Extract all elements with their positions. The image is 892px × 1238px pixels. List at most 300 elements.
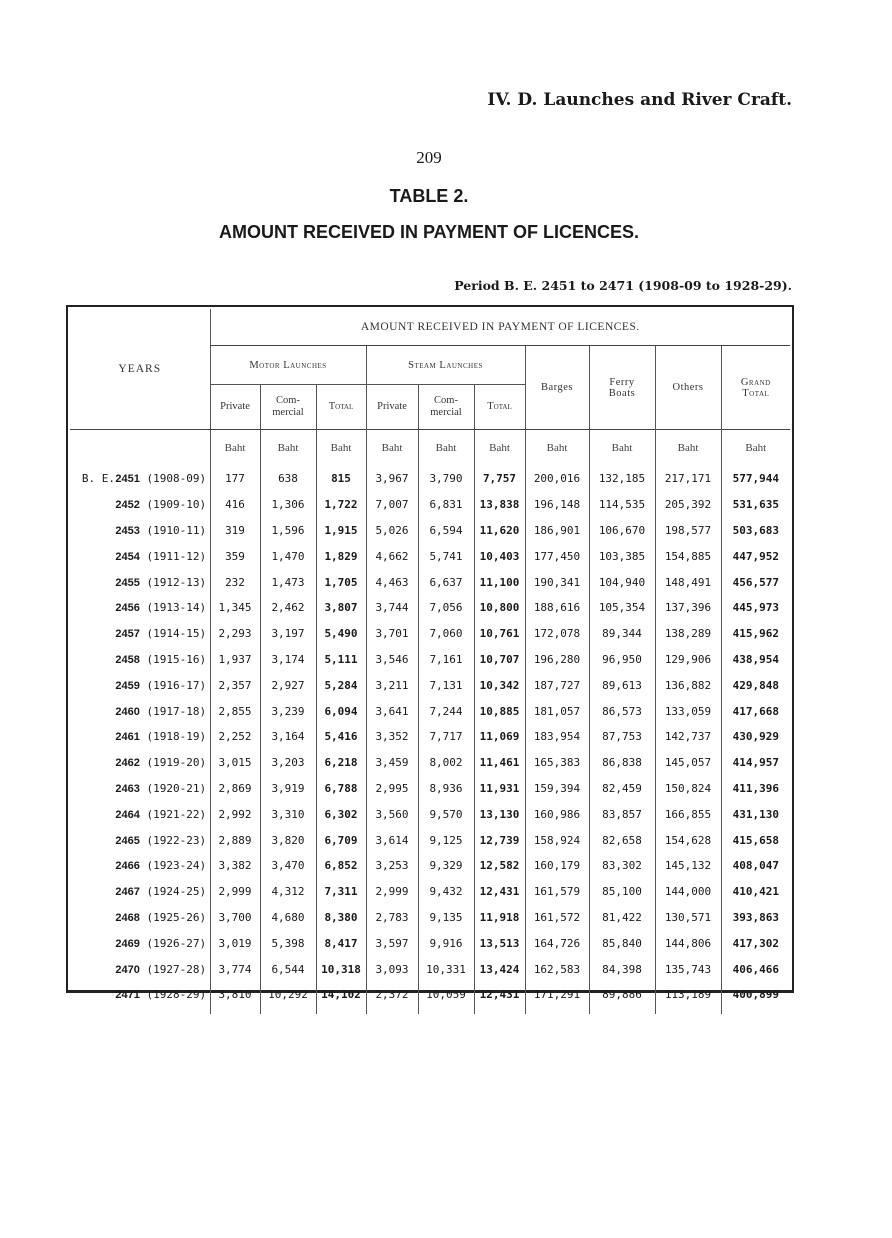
- steam-private-cell: 4,463: [366, 569, 418, 595]
- steam-total-cell: 13,838: [474, 492, 525, 518]
- steam-commercial-cell: 7,060: [418, 621, 474, 647]
- year-cell: [70, 698, 210, 724]
- barges-cell: 171,291: [525, 982, 589, 1014]
- motor-launches-header: Motor Launches: [210, 346, 366, 385]
- ad-year: (1911-12): [146, 549, 207, 563]
- table-row: [70, 776, 790, 802]
- table-row: [70, 827, 790, 853]
- steam-commercial-cell: 9,570: [418, 801, 474, 827]
- ferry-boats-cell: 105,354: [589, 595, 655, 621]
- motor-total-cell: 1,829: [316, 543, 366, 569]
- steam-commercial-cell: 10,331: [418, 956, 474, 982]
- table-row: [70, 801, 790, 827]
- unit-label: Baht: [210, 430, 260, 467]
- motor-private-cell: 359: [210, 543, 260, 569]
- ferry-boats-cell: 84,398: [589, 956, 655, 982]
- motor-private-cell: 3,382: [210, 853, 260, 879]
- grand-total-cell: 445,973: [721, 595, 790, 621]
- steam-total-cell: 12,431: [474, 982, 525, 1014]
- ad-year: (1928-29): [146, 988, 207, 1002]
- barges-cell: 161,572: [525, 905, 589, 931]
- ferry-boats-cell: 114,535: [589, 492, 655, 518]
- barges-cell: 160,179: [525, 853, 589, 879]
- table-row: [70, 879, 790, 905]
- table-row: [70, 543, 790, 569]
- others-cell: 198,577: [655, 518, 721, 544]
- grand-total-cell: 408,047: [721, 853, 790, 879]
- motor-commercial-cell: 3,164: [260, 724, 316, 750]
- others-cell: 144,000: [655, 879, 721, 905]
- steam-total-cell: 12,582: [474, 853, 525, 879]
- others-cell: 136,882: [655, 672, 721, 698]
- others-cell: 154,885: [655, 543, 721, 569]
- others-header: Others: [655, 346, 721, 430]
- motor-commercial-cell: 1,470: [260, 543, 316, 569]
- steam-total-cell: 12,739: [474, 827, 525, 853]
- ad-year: (1916-17): [146, 678, 207, 692]
- barges-cell: 188,616: [525, 595, 589, 621]
- steam-commercial-cell: 9,135: [418, 905, 474, 931]
- motor-total-cell: 8,380: [316, 905, 366, 931]
- table-row: [70, 698, 790, 724]
- steam-total-cell: 10,761: [474, 621, 525, 647]
- ad-year: (1919-20): [146, 756, 207, 770]
- motor-commercial-cell: 6,544: [260, 956, 316, 982]
- motor-commercial-cell: 638: [260, 466, 316, 492]
- table-label: TABLE 2.: [389, 186, 469, 206]
- steam-total-cell: 11,918: [474, 905, 525, 931]
- ferry-boats-cell: 106,670: [589, 518, 655, 544]
- grand-total-cell: 531,635: [721, 492, 790, 518]
- steam-private-cell: 7,007: [366, 492, 418, 518]
- table-body: [70, 466, 790, 1014]
- steam-private-cell: 2,372: [366, 982, 418, 1014]
- be-year: 2466: [115, 860, 140, 873]
- steam-launches-header: Steam Launches: [366, 346, 525, 385]
- barges-cell: 196,280: [525, 647, 589, 673]
- year-cell: [70, 905, 210, 931]
- motor-private-cell: 2,889: [210, 827, 260, 853]
- steam-commercial-cell: 9,432: [418, 879, 474, 905]
- unit-label: Baht: [655, 430, 721, 467]
- grand-total-cell: 456,577: [721, 569, 790, 595]
- others-cell: 129,906: [655, 647, 721, 673]
- year-cell: [70, 569, 210, 595]
- year-cell: [70, 776, 210, 802]
- others-cell: 148,491: [655, 569, 721, 595]
- motor-private-cell: 2,252: [210, 724, 260, 750]
- steam-total-cell: 11,931: [474, 776, 525, 802]
- year-cell: [70, 982, 210, 1014]
- motor-total-header: Total: [316, 385, 366, 430]
- steam-private-cell: 2,783: [366, 905, 418, 931]
- ferry-boats-header: Ferry Boats: [589, 346, 655, 430]
- steam-private-header: Private: [366, 385, 418, 430]
- barges-cell: 196,148: [525, 492, 589, 518]
- others-cell: 142,737: [655, 724, 721, 750]
- table-row: [70, 518, 790, 544]
- be-year: 2455: [115, 576, 140, 589]
- barges-cell: 158,924: [525, 827, 589, 853]
- barges-cell: 159,394: [525, 776, 589, 802]
- table-row: [70, 672, 790, 698]
- ferry-boats-cell: 96,950: [589, 647, 655, 673]
- table-row: [70, 982, 790, 1014]
- steam-total-header: Total: [474, 385, 525, 430]
- others-cell: 133,059: [655, 698, 721, 724]
- motor-private-cell: 2,357: [210, 672, 260, 698]
- table-row: [70, 724, 790, 750]
- table-row: [70, 595, 790, 621]
- barges-cell: 165,383: [525, 750, 589, 776]
- motor-commercial-cell: 2,927: [260, 672, 316, 698]
- grand-total-cell: 417,302: [721, 930, 790, 956]
- motor-commercial-cell: 3,203: [260, 750, 316, 776]
- ad-year: (1917-18): [146, 704, 207, 718]
- motor-total-cell: 1,705: [316, 569, 366, 595]
- motor-total-cell: 6,709: [316, 827, 366, 853]
- barges-cell: 177,450: [525, 543, 589, 569]
- grand-total-cell: 415,658: [721, 827, 790, 853]
- steam-private-cell: 3,701: [366, 621, 418, 647]
- ferry-boats-cell: 89,344: [589, 621, 655, 647]
- unit-label: Baht: [589, 430, 655, 467]
- year-cell: [70, 827, 210, 853]
- ferry-boats-cell: 82,459: [589, 776, 655, 802]
- steam-total-cell: 10,342: [474, 672, 525, 698]
- motor-private-cell: 2,293: [210, 621, 260, 647]
- motor-total-cell: 10,318: [316, 956, 366, 982]
- ad-year: (1909-10): [146, 498, 207, 512]
- barges-cell: 172,078: [525, 621, 589, 647]
- motor-commercial-cell: 3,820: [260, 827, 316, 853]
- be-year: 2467: [115, 886, 140, 899]
- ad-year: (1927-28): [146, 962, 207, 976]
- be-year: 2459: [115, 679, 140, 692]
- motor-commercial-cell: 3,174: [260, 647, 316, 673]
- year-cell: [70, 543, 210, 569]
- motor-total-cell: 1,722: [316, 492, 366, 518]
- others-cell: 217,171: [655, 466, 721, 492]
- be-year: 2456: [115, 602, 140, 615]
- year-cell: [70, 750, 210, 776]
- steam-total-cell: 7,757: [474, 466, 525, 492]
- steam-total-cell: 11,100: [474, 569, 525, 595]
- be-year: 2471: [115, 989, 140, 1002]
- ferry-boats-cell: 85,100: [589, 879, 655, 905]
- table-row: [70, 930, 790, 956]
- steam-private-cell: 3,967: [366, 466, 418, 492]
- steam-private-cell: 3,253: [366, 853, 418, 879]
- motor-commercial-cell: 3,310: [260, 801, 316, 827]
- ad-year: (1925-26): [146, 910, 207, 924]
- motor-commercial-cell: 4,680: [260, 905, 316, 931]
- ad-year: (1918-19): [146, 730, 207, 744]
- table-row: [70, 853, 790, 879]
- ferry-boats-cell: 89,613: [589, 672, 655, 698]
- steam-total-cell: 10,800: [474, 595, 525, 621]
- year-cell: [70, 879, 210, 905]
- others-cell: 154,628: [655, 827, 721, 853]
- grand-total-cell: 503,683: [721, 518, 790, 544]
- group-header: AMOUNT RECEIVED IN PAYMENT OF LICENCES.: [210, 309, 790, 346]
- be-year: 2454: [115, 550, 140, 563]
- motor-private-cell: 2,999: [210, 879, 260, 905]
- motor-private-header: Private: [210, 385, 260, 430]
- ferry-boats-cell: 83,302: [589, 853, 655, 879]
- motor-private-cell: 1,345: [210, 595, 260, 621]
- motor-private-cell: 416: [210, 492, 260, 518]
- ad-year: (1915-16): [146, 652, 207, 666]
- motor-total-cell: 6,302: [316, 801, 366, 827]
- table-row: [70, 905, 790, 931]
- motor-total-cell: 6,094: [316, 698, 366, 724]
- grand-total-cell: 400,899: [721, 982, 790, 1014]
- motor-private-cell: 177: [210, 466, 260, 492]
- steam-commercial-cell: 9,125: [418, 827, 474, 853]
- unit-label: Baht: [418, 430, 474, 467]
- barges-cell: 161,579: [525, 879, 589, 905]
- motor-commercial-header: Com- mercial: [260, 385, 316, 430]
- be-year: 2468: [115, 911, 140, 924]
- steam-private-cell: 3,614: [366, 827, 418, 853]
- steam-total-cell: 11,620: [474, 518, 525, 544]
- be-year: 2463: [115, 782, 140, 795]
- year-cell: [70, 672, 210, 698]
- table-row: [70, 569, 790, 595]
- table-row: [70, 466, 790, 492]
- steam-private-cell: 2,995: [366, 776, 418, 802]
- grand-total-header: Grand Total: [721, 346, 790, 430]
- be-year: 2453: [115, 524, 140, 537]
- motor-commercial-cell: 1,473: [260, 569, 316, 595]
- ferry-boats-cell: 81,422: [589, 905, 655, 931]
- motor-commercial-cell: 2,462: [260, 595, 316, 621]
- ferry-boats-cell: 86,838: [589, 750, 655, 776]
- motor-total-cell: 5,490: [316, 621, 366, 647]
- steam-commercial-cell: 7,161: [418, 647, 474, 673]
- motor-private-cell: 1,937: [210, 647, 260, 673]
- barges-header: Barges: [525, 346, 589, 430]
- ad-year: (1923-24): [146, 859, 207, 873]
- motor-commercial-cell: 1,306: [260, 492, 316, 518]
- barges-cell: 200,016: [525, 466, 589, 492]
- years-header: YEARS: [70, 309, 210, 430]
- ferry-boats-cell: 83,857: [589, 801, 655, 827]
- motor-total-cell: 5,416: [316, 724, 366, 750]
- others-cell: 138,289: [655, 621, 721, 647]
- motor-commercial-cell: 1,596: [260, 518, 316, 544]
- others-cell: 135,743: [655, 956, 721, 982]
- motor-private-cell: 3,774: [210, 956, 260, 982]
- ad-year: (1920-21): [146, 781, 207, 795]
- others-cell: 113,189: [655, 982, 721, 1014]
- year-cell: [70, 466, 210, 492]
- unit-label: Baht: [366, 430, 418, 467]
- year-cell: [70, 724, 210, 750]
- steam-commercial-cell: 7,244: [418, 698, 474, 724]
- grand-total-cell: 430,929: [721, 724, 790, 750]
- steam-total-cell: 10,403: [474, 543, 525, 569]
- steam-private-cell: 3,560: [366, 801, 418, 827]
- motor-private-cell: 2,869: [210, 776, 260, 802]
- steam-commercial-cell: 9,916: [418, 930, 474, 956]
- be-year: 2464: [115, 808, 140, 821]
- year-cell: [70, 801, 210, 827]
- steam-commercial-cell: 7,131: [418, 672, 474, 698]
- steam-commercial-cell: 7,717: [418, 724, 474, 750]
- period-caption: Period B. E. 2451 to 2471 (1908-09 to 1928-29).: [454, 278, 792, 293]
- table-row: [70, 647, 790, 673]
- steam-private-cell: 3,352: [366, 724, 418, 750]
- grand-total-cell: 410,421: [721, 879, 790, 905]
- steam-private-cell: 3,093: [366, 956, 418, 982]
- steam-total-cell: 11,461: [474, 750, 525, 776]
- barges-cell: 160,986: [525, 801, 589, 827]
- running-head: IV. D. Launches and River Craft.: [487, 90, 792, 110]
- grand-total-cell: 431,130: [721, 801, 790, 827]
- be-year: 2460: [115, 705, 140, 718]
- year-cell: [70, 647, 210, 673]
- motor-private-cell: 2,992: [210, 801, 260, 827]
- steam-total-cell: 13,513: [474, 930, 525, 956]
- others-cell: 150,824: [655, 776, 721, 802]
- be-year: 2451: [115, 473, 140, 486]
- grand-total-cell: 577,944: [721, 466, 790, 492]
- era-prefix: B. E.: [81, 472, 115, 486]
- ferry-boats-cell: 85,840: [589, 930, 655, 956]
- year-cell: [70, 853, 210, 879]
- motor-private-cell: 232: [210, 569, 260, 595]
- year-cell: [70, 930, 210, 956]
- motor-private-cell: 3,015: [210, 750, 260, 776]
- motor-total-cell: 1,915: [316, 518, 366, 544]
- steam-private-cell: 4,662: [366, 543, 418, 569]
- motor-private-cell: 3,700: [210, 905, 260, 931]
- others-cell: 145,132: [655, 853, 721, 879]
- barges-cell: 183,954: [525, 724, 589, 750]
- steam-total-cell: 10,707: [474, 647, 525, 673]
- steam-commercial-cell: 7,056: [418, 595, 474, 621]
- table-row: [70, 492, 790, 518]
- year-cell: [70, 595, 210, 621]
- steam-commercial-cell: 8,002: [418, 750, 474, 776]
- steam-commercial-cell: 9,329: [418, 853, 474, 879]
- steam-private-cell: 3,211: [366, 672, 418, 698]
- barges-cell: 162,583: [525, 956, 589, 982]
- ferry-boats-cell: 86,573: [589, 698, 655, 724]
- motor-commercial-cell: 3,470: [260, 853, 316, 879]
- barges-cell: 186,901: [525, 518, 589, 544]
- steam-total-cell: 13,130: [474, 801, 525, 827]
- motor-total-cell: 8,417: [316, 930, 366, 956]
- be-year: 2462: [115, 757, 140, 770]
- ad-year: (1910-11): [146, 523, 207, 537]
- ad-year: (1912-13): [146, 575, 207, 589]
- steam-commercial-cell: 3,790: [418, 466, 474, 492]
- ad-year: (1914-15): [146, 627, 207, 641]
- be-year: 2452: [115, 499, 140, 512]
- ferry-boats-cell: 103,385: [589, 543, 655, 569]
- motor-commercial-cell: 5,398: [260, 930, 316, 956]
- year-cell: [70, 956, 210, 982]
- motor-private-cell: 319: [210, 518, 260, 544]
- motor-total-cell: 14,102: [316, 982, 366, 1014]
- others-cell: 166,855: [655, 801, 721, 827]
- unit-label: Baht: [260, 430, 316, 467]
- unit-label: Baht: [316, 430, 366, 467]
- steam-private-cell: 3,597: [366, 930, 418, 956]
- ferry-boats-cell: 87,753: [589, 724, 655, 750]
- steam-total-cell: 10,885: [474, 698, 525, 724]
- motor-commercial-cell: 3,919: [260, 776, 316, 802]
- grand-total-cell: 429,848: [721, 672, 790, 698]
- steam-commercial-cell: 6,831: [418, 492, 474, 518]
- table-row: [70, 750, 790, 776]
- motor-total-cell: 815: [316, 466, 366, 492]
- ad-year: (1924-25): [146, 885, 207, 899]
- ad-year: (1921-22): [146, 807, 207, 821]
- steam-total-cell: 13,424: [474, 956, 525, 982]
- year-cell: [70, 518, 210, 544]
- motor-total-cell: 5,111: [316, 647, 366, 673]
- unit-label: Baht: [474, 430, 525, 467]
- unit-label: Baht: [525, 430, 589, 467]
- others-cell: 205,392: [655, 492, 721, 518]
- grand-total-cell: 415,962: [721, 621, 790, 647]
- page-number: 209: [416, 148, 442, 167]
- steam-private-cell: 2,999: [366, 879, 418, 905]
- be-year: 2461: [115, 731, 140, 744]
- steam-private-cell: 3,459: [366, 750, 418, 776]
- steam-private-cell: 3,744: [366, 595, 418, 621]
- table-row: [70, 621, 790, 647]
- others-cell: 137,396: [655, 595, 721, 621]
- grand-total-cell: 411,396: [721, 776, 790, 802]
- unit-label: Baht: [721, 430, 790, 467]
- motor-commercial-cell: 3,239: [260, 698, 316, 724]
- grand-total-cell: 393,863: [721, 905, 790, 931]
- be-year: 2458: [115, 653, 140, 666]
- grand-total-cell: 447,952: [721, 543, 790, 569]
- year-cell: [70, 621, 210, 647]
- others-cell: 145,057: [655, 750, 721, 776]
- grand-total-cell: 414,957: [721, 750, 790, 776]
- year-cell: [70, 492, 210, 518]
- motor-total-cell: 6,218: [316, 750, 366, 776]
- be-year: 2457: [115, 628, 140, 641]
- steam-private-cell: 5,026: [366, 518, 418, 544]
- be-year: 2470: [115, 963, 140, 976]
- be-year: 2465: [115, 834, 140, 847]
- table-row: [70, 956, 790, 982]
- ad-year: (1913-14): [146, 601, 207, 615]
- others-cell: 144,806: [655, 930, 721, 956]
- barges-cell: 190,341: [525, 569, 589, 595]
- motor-commercial-cell: 4,312: [260, 879, 316, 905]
- steam-private-cell: 3,641: [366, 698, 418, 724]
- motor-total-cell: 7,311: [316, 879, 366, 905]
- steam-commercial-cell: 8,936: [418, 776, 474, 802]
- ferry-boats-cell: 104,940: [589, 569, 655, 595]
- table-title: AMOUNT RECEIVED IN PAYMENT OF LICENCES.: [218, 222, 640, 242]
- be-year: 2469: [115, 937, 140, 950]
- licences-table: [70, 309, 790, 1014]
- steam-commercial-cell: 5,741: [418, 543, 474, 569]
- motor-total-cell: 6,852: [316, 853, 366, 879]
- barges-cell: 187,727: [525, 672, 589, 698]
- motor-commercial-cell: 10,292: [260, 982, 316, 1014]
